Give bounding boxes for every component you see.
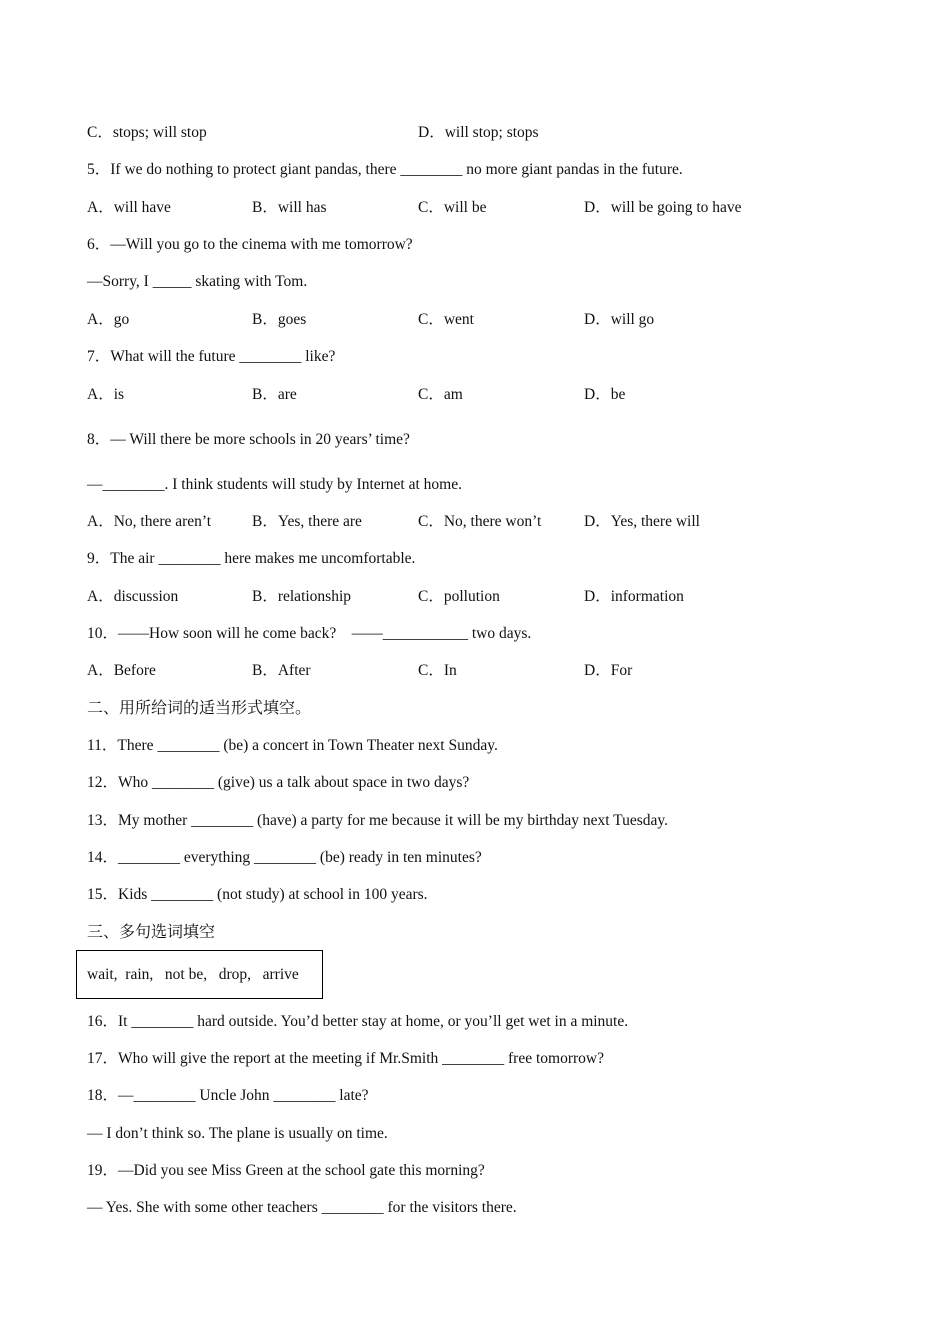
question-15: 15．Kids ________ (not study) at school in 100 years. bbox=[87, 886, 428, 903]
question-7: 7．What will the future ________ like? bbox=[87, 348, 336, 365]
question-6-reply: —Sorry, I _____ skating with Tom. bbox=[87, 273, 308, 290]
q7-option-c: C．am bbox=[418, 386, 463, 403]
q9-option-b: B．relationship bbox=[252, 588, 352, 605]
question-8-reply: —________. I think students will study by Internet at home. bbox=[87, 476, 462, 493]
word-box-text: wait, rain, not be, drop, arrive bbox=[87, 966, 299, 983]
q7-option-a: A．is bbox=[87, 386, 125, 403]
question-16: 16．It ________ hard outside. You’d better stay at home, or you’ll get wet in a minute. bbox=[87, 1013, 629, 1030]
question-19-reply: — Yes. She with some other teachers ________ for the visitors there. bbox=[87, 1199, 517, 1216]
q5-option-a: A．will have bbox=[87, 199, 171, 216]
q9-option-d: D．information bbox=[584, 588, 684, 605]
q6-option-c: C．went bbox=[418, 311, 474, 328]
word-box bbox=[76, 950, 323, 999]
q8-option-d: D．Yes, there will bbox=[584, 513, 700, 530]
q8-option-b: B．Yes, there are bbox=[252, 513, 362, 530]
q10-option-b: B．After bbox=[252, 662, 311, 679]
q7-option-d: D．be bbox=[584, 386, 626, 403]
question-19: 19．—Did you see Miss Green at the school gate this morning? bbox=[87, 1162, 485, 1179]
question-11: 11．There ________ (be) a concert in Town Theater next Sunday. bbox=[87, 737, 498, 754]
section-2-heading: 二、用所给词的适当形式填空。 bbox=[87, 698, 312, 717]
q4-option-c: C．stops; will stop bbox=[87, 124, 207, 141]
q4-option-d: D．will stop; stops bbox=[418, 124, 539, 141]
q6-option-b: B．goes bbox=[252, 311, 307, 328]
q5-option-c: C．will be bbox=[418, 199, 487, 216]
q8-option-a: A．No, there aren’t bbox=[87, 513, 212, 530]
question-13: 13．My mother ________ (have) a party for me because it will be my birthday next Tuesday. bbox=[87, 812, 668, 829]
q5-option-d: D．will be going to have bbox=[584, 199, 742, 216]
q6-option-a: A．go bbox=[87, 311, 130, 328]
q8-option-c: C．No, there won’t bbox=[418, 513, 542, 530]
question-5: 5．If we do nothing to protect giant pandas, there ________ no more giant pandas in the future. bbox=[87, 161, 683, 178]
q9-option-c: C．pollution bbox=[418, 588, 500, 605]
q6-option-d: D．will go bbox=[584, 311, 655, 328]
question-17: 17．Who will give the report at the meeting if Mr.Smith ________ free tomorrow? bbox=[87, 1050, 604, 1067]
q10-option-a: A．Before bbox=[87, 662, 156, 679]
question-9: 9．The air ________ here makes me uncomfortable. bbox=[87, 550, 416, 567]
q5-option-b: B．will has bbox=[252, 199, 327, 216]
question-6: 6．—Will you go to the cinema with me tomorrow? bbox=[87, 236, 413, 253]
question-18-reply: — I don’t think so. The plane is usually on time. bbox=[87, 1125, 388, 1142]
section-3-heading: 三、多句选词填空 bbox=[87, 922, 216, 941]
question-10: 10．——How soon will he come back? ——___________ two days. bbox=[87, 625, 532, 642]
question-14: 14．________ everything ________ (be) ready in ten minutes? bbox=[87, 849, 482, 866]
question-8: 8．— Will there be more schools in 20 years’ time? bbox=[87, 431, 410, 448]
q10-option-d: D．For bbox=[584, 662, 633, 679]
q7-option-b: B．are bbox=[252, 386, 297, 403]
question-18: 18．—________ Uncle John ________ late? bbox=[87, 1087, 369, 1104]
q9-option-a: A．discussion bbox=[87, 588, 179, 605]
q10-option-c: C．In bbox=[418, 662, 457, 679]
question-12: 12．Who ________ (give) us a talk about space in two days? bbox=[87, 774, 470, 791]
